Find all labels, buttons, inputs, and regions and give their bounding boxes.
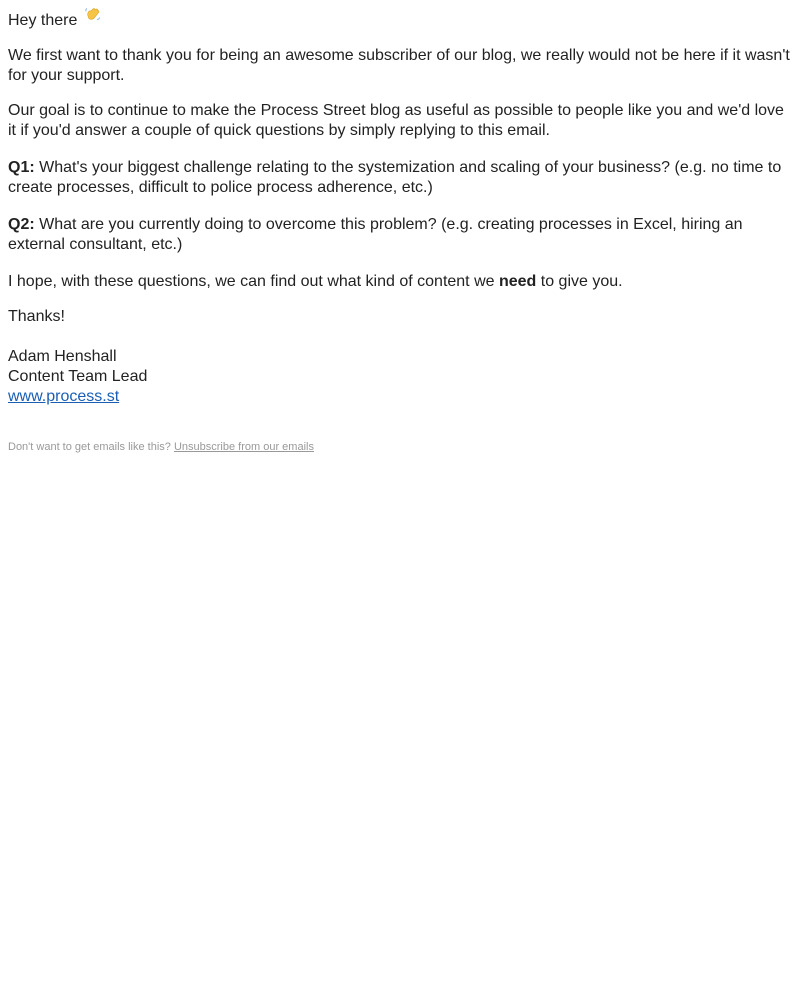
question-1 (8, 158, 792, 198)
question-2-text: What are you currently doing to overcome this problem? (e.g. creating processes in Excel, hiring an external consultant, etc.) (8, 216, 743, 253)
question-2 (8, 215, 792, 255)
footer-text: Don't want to get emails like this? (8, 441, 174, 453)
signature-name: Adam Henshall (8, 348, 117, 365)
hope-text-after: to give you. (536, 273, 623, 290)
footer (8, 440, 792, 454)
unsubscribe-link[interactable]: Unsubscribe from our emails (173, 441, 314, 453)
paragraph-hope (8, 272, 792, 292)
question-1-text: What's your biggest challenge relating to the systemization and scaling of your business? (e.g. no time to create processes, difficult to police process adherence, etc.) (8, 159, 782, 196)
email-body (0, 0, 800, 454)
question-1-label: Q1: (8, 159, 35, 176)
website-link[interactable]: www.process.st (8, 388, 120, 405)
greeting-text: Hey there (8, 12, 78, 29)
question-2-label: Q2: (8, 216, 35, 233)
signature-block (8, 347, 792, 407)
waving-hand-icon (84, 6, 101, 22)
sign-off: Thanks! (8, 308, 65, 325)
signature-title: Content Team Lead (8, 368, 148, 385)
paragraph-thanks: We first want to thank you for being an awesome subscriber of our blog, we really would not be here if it wasn't for your support. (8, 47, 790, 84)
paragraph-goal: Our goal is to continue to make the Process Street blog as useful as possible to people like you and we'd love it if you'd answer a couple of quick questions by simply replying to this email. (8, 102, 784, 139)
greeting-line (8, 8, 792, 31)
hope-text-bold: need (498, 273, 537, 290)
hope-text-before: I hope, with these questions, we can find out what kind of content we (8, 273, 499, 290)
